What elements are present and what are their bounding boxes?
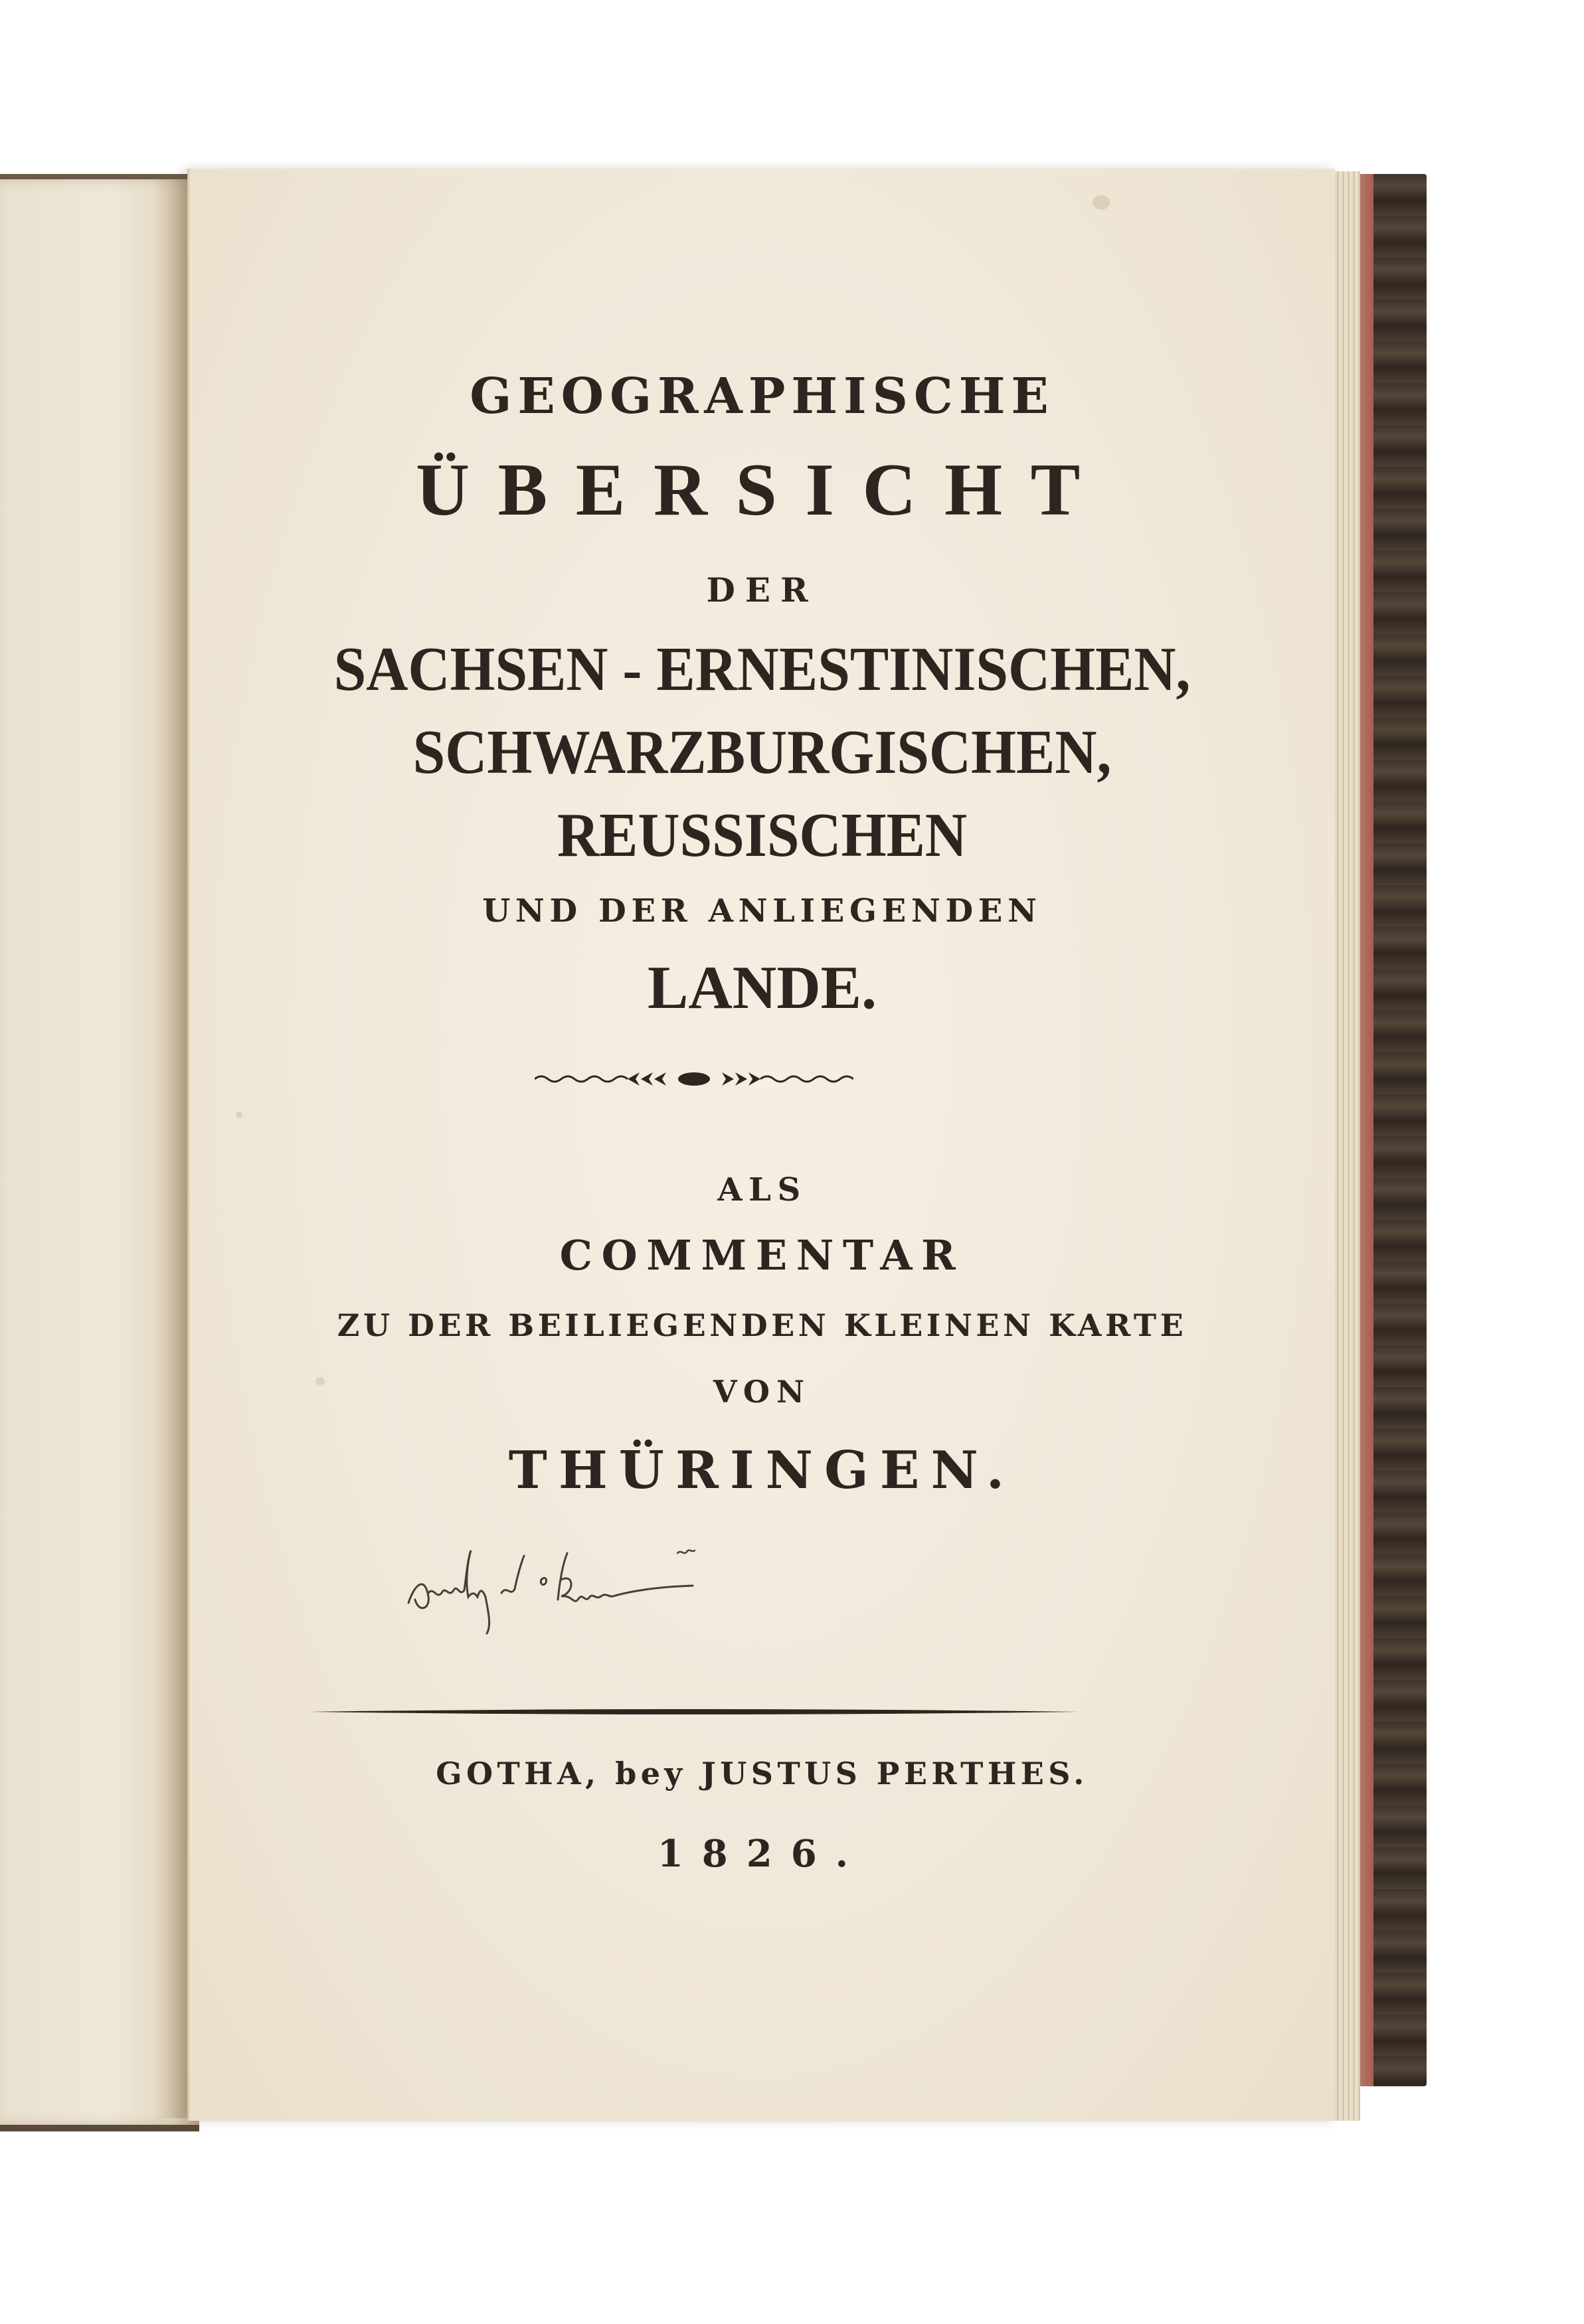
- foxing-spot: [236, 1112, 242, 1118]
- text-zu-der-karte: ZU DER BEILIEGENDEN KLEINEN KARTE: [337, 1307, 1188, 1343]
- title-page: [187, 169, 1335, 2121]
- text-thueringen: THÜRINGEN.: [508, 1440, 1016, 1501]
- text-von: VON: [713, 1374, 812, 1410]
- title-line-uebersicht: ÜBERSICHT: [416, 449, 1108, 531]
- ornament-divider: [535, 1069, 853, 1089]
- text-als: ALS: [717, 1171, 807, 1208]
- horizontal-rule: [309, 1708, 1079, 1716]
- foxing-spot: [1093, 195, 1110, 210]
- text-year: 1826.: [657, 1832, 867, 1876]
- handwritten-signature: [402, 1540, 774, 1639]
- title-line-der: DER: [706, 570, 818, 610]
- text-imprint: GOTHA, bey JUSTUS PERTHES.: [436, 1756, 1089, 1791]
- title-line-geographische: GEOGRAPHISCHE: [470, 368, 1055, 425]
- title-line-anliegenden: UND DER ANLIEGENDEN: [482, 892, 1042, 930]
- title-line-lande: LANDE.: [647, 954, 877, 1021]
- title-line-reussischen: REUSSISCHEN: [557, 801, 968, 870]
- text-commentar: COMMENTAR: [559, 1231, 965, 1280]
- title-line-sachsen: SACHSEN - ERNESTINISCHEN,: [333, 635, 1191, 704]
- title-line-schwarzburgischen: SCHWARZBURGISCHEN,: [412, 718, 1112, 787]
